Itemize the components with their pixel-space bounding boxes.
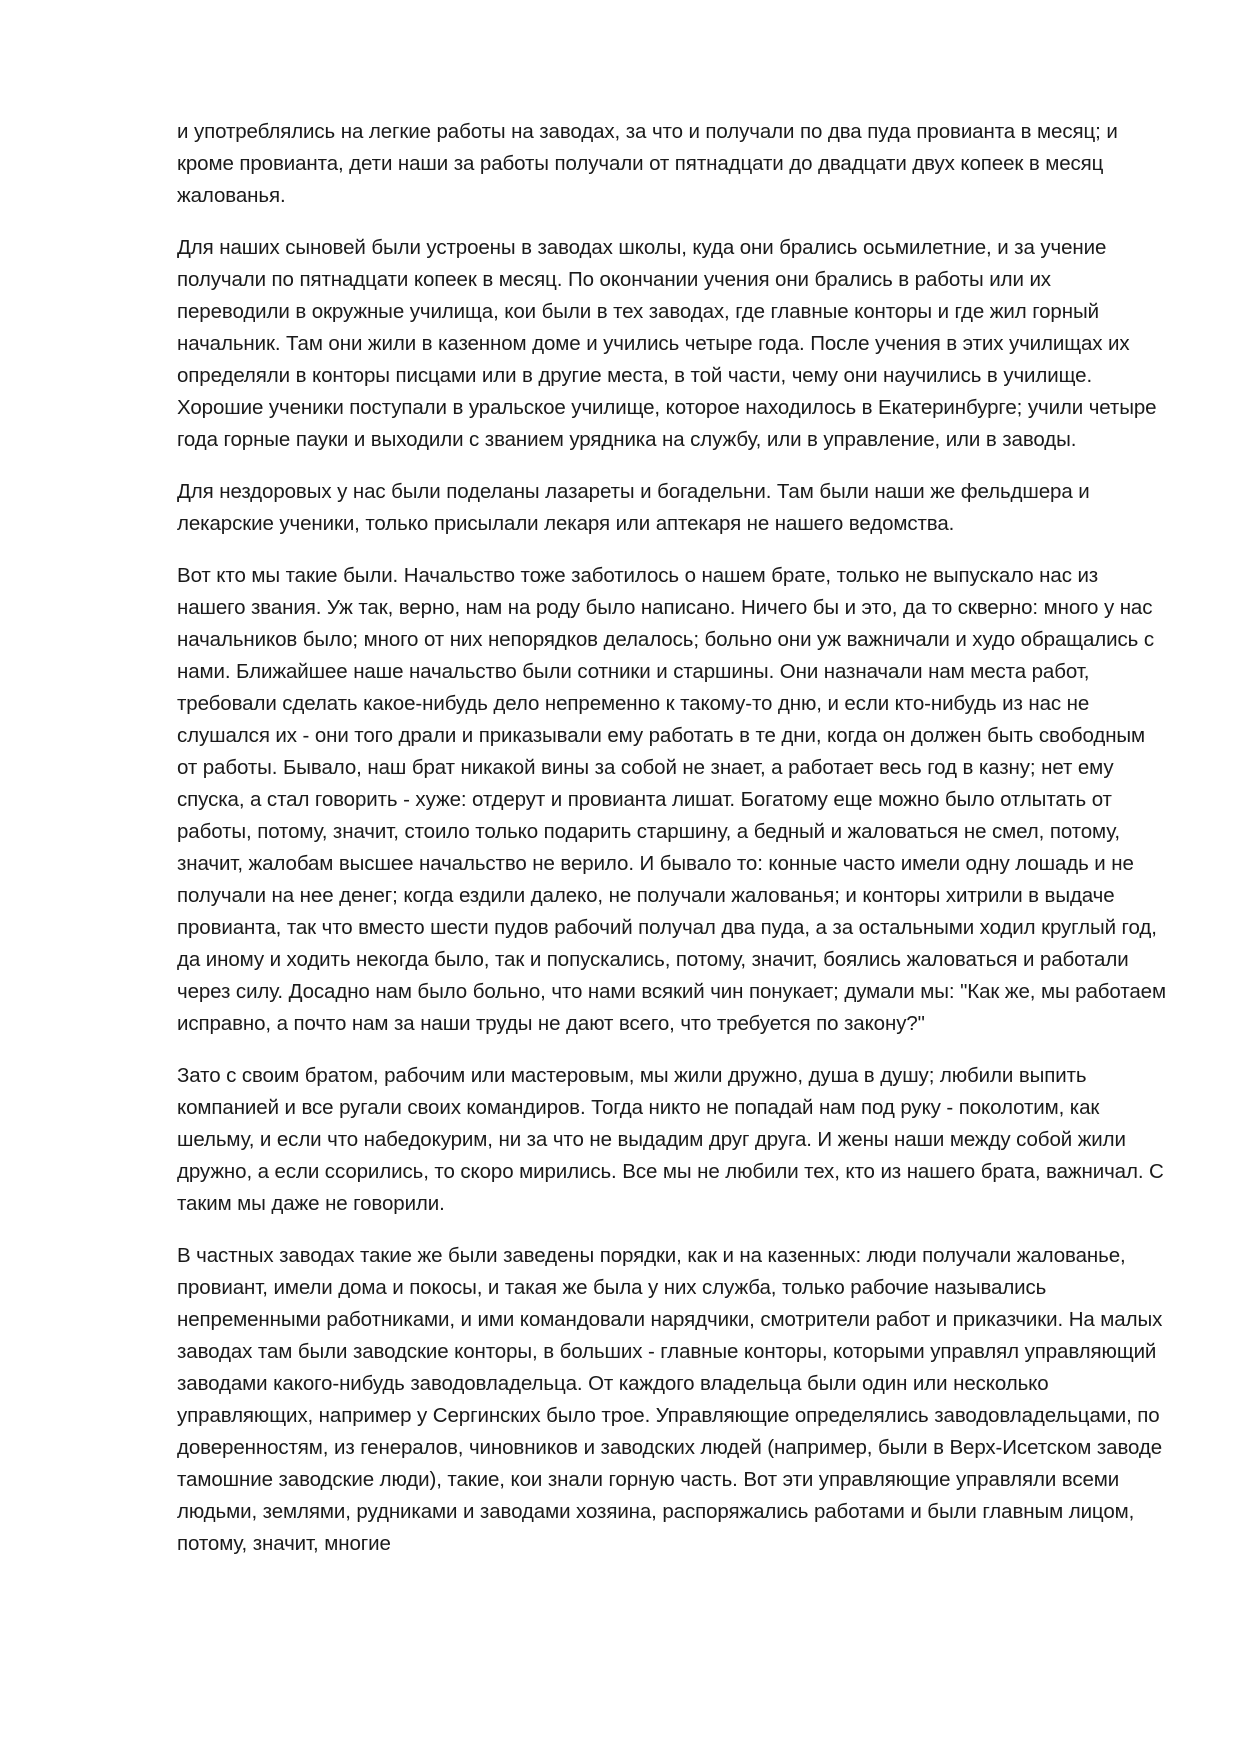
paragraph-3: Для нездоровых у нас были поделаны лазареты и богадельни. Там были наши же фельдшера и лекарские ученики, только присылали лекаря или аптекаря не нашего ведомства.	[177, 480, 1090, 535]
paragraph-2: Для наших сыновей были устроены в заводах школы, куда они брались осьмилетние, и за учение получали по пятнадцати копеек в месяц. По окончании учения они брались в работы или их переводили в окружные училища, кои были в тех заводах, где главные конторы и где жил горный начальник. Там они жили в казенном доме и учились четыре года. После учения в этих училищах их определяли в конторы писцами или в другие места, в той части, чему они научились в училище. Хорошие ученики поступали в уральское училище, которое находилось в Екатеринбурге; учили четыре года горные пауки и выходили с званием урядника на службу, или в управление, или в заводы.	[177, 236, 1157, 451]
document-body	[177, 116, 1167, 1580]
paragraph-6: В частных заводах такие же были заведены порядки, как и на казенных: люди получали жалованье, провиант, имели дома и покосы, и такая же была у них служба, только рабочие назывались непременными работниками, и ими командовали нарядчики, смотрители работ и приказчики. На малых заводах там были заводские конторы, в больших - главные конторы, которыми управлял управляющий заводами какого-нибудь заводовладельца. От каждого владельца были один или несколько управляющих, например у Сергинских было трое. Управляющие определялись заводовладельцами, по доверенностям, из генералов, чиновников и заводских людей (например, были в Верх-Исетском заводе тамошние заводские люди), такие, кои знали горную часть. Вот эти управляющие управляли всеми людьми, землями, рудниками и заводами хозяина, распоряжались работами и были главным лицом, потому, значит, многие	[177, 1244, 1163, 1555]
paragraph-4: Вот кто мы такие были. Начальство тоже заботилось о нашем брате, только не выпускало нас из нашего звания. Уж так, верно, нам на роду было написано. Ничего бы и это, да то скверно: много у нас начальников было; много от них непорядков делалось; больно они уж важничали и худо обращались с нами. Ближайшее наше начальство были сотники и старшины. Они назначали нам места работ, требовали сделать какое-нибудь дело непременно к такому-то дню, и если кто-нибудь из нас не слушался их - они того драли и приказывали ему работать в те дни, когда он должен быть свободным от работы. Бывало, наш брат никакой вины за собой не знает, а работает весь год в казну; нет ему спуска, а стал говорить - хуже: отдерут и провианта лишат. Богатому еще можно было отлытать от работы, потому, значит, стоило только подарить старшину, а бедный и жаловаться не смел, потому, значит, жалобам высшее начальство не верило. И бывало то: конные часто имели одну лошадь и не получали на нее денег; когда ездили далеко, не получали жалованья; и конторы хитрили в выдаче провианта, так что вместо шести пудов рабочий получал два пуда, а за остальными ходил круглый год, да иному и ходить некогда было, так и попускались, потому, значит, боялись жаловаться и работали через силу. Досадно нам было больно, что нами всякий чин понукает; думали мы: "Как же, мы работаем исправно, а почто нам за наши труды не дают всего, что требуется по закону?"	[177, 564, 1166, 1035]
paragraph-5: Зато с своим братом, рабочим или мастеровым, мы жили дружно, душа в душу; любили выпить компанией и все ругали своих командиров. Тогда никто не попадай нам под руку - поколотим, как шельму, и если что набедокурим, ни за что не выдадим друг друга. И жены наши между собой жили дружно, а если ссорились, то скоро мирились. Все мы не любили тех, кто из нашего брата, важничал. С таким мы даже не говорили.	[177, 1064, 1164, 1215]
paragraph-1: и употреблялись на легкие работы на заводах, за что и получали по два пуда провианта в месяц; и кроме провианта, дети наши за работы получали от пятнадцати до двадцати двух копеек в месяц жалованья.	[177, 120, 1118, 207]
